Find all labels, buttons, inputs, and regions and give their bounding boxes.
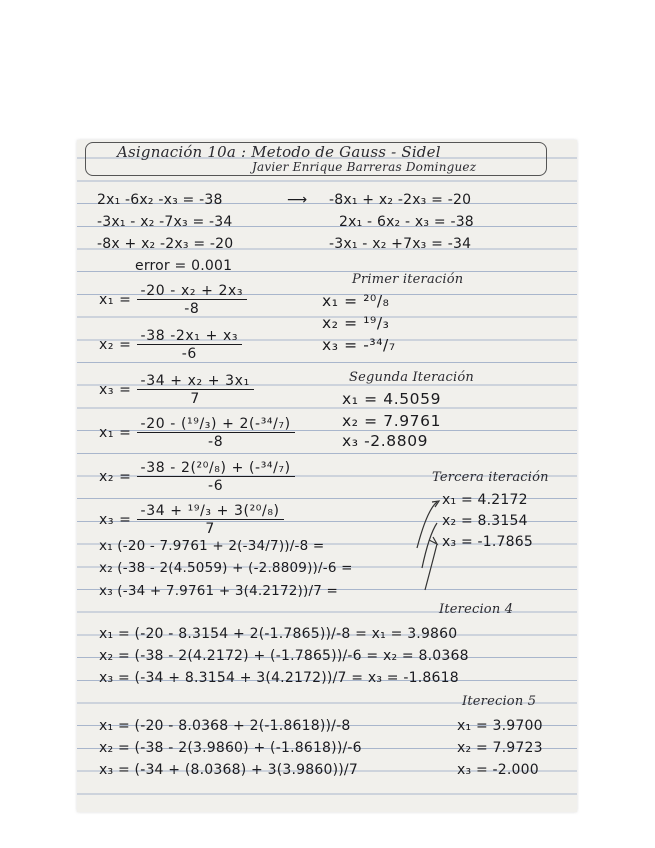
iteration3-title: Tercera iteración <box>432 470 549 485</box>
substitution-x1-numerator: -20 - (¹⁹/₃) + 2(-³⁴/₇) <box>137 416 295 433</box>
iteration4-eq2: x₂ = (-38 - 2(4.2172) + (-1.7865))/-6 = x₂ = 8.0368 <box>99 648 469 664</box>
iteration5-title: Iterecion 5 <box>462 694 537 709</box>
equation-reordered-3: -3x₁ - x₂ +7x₃ = -34 <box>329 236 472 252</box>
equation-original-2: -3x₁ - x₂ -7x₃ = -34 <box>97 214 233 230</box>
iteration5-result-x1: x₁ = 3.9700 <box>457 718 543 734</box>
iteration5-result-x2: x₂ = 7.9723 <box>457 740 543 756</box>
substitution-x3-lhs: x₃ = <box>99 512 132 528</box>
error-tolerance: error = 0.001 <box>135 258 233 274</box>
iteration1-x2: x₂ = ¹⁹/₃ <box>322 314 390 332</box>
substitution-x2-numerator: -38 - 2(²⁰/₈) + (-³⁴/₇) <box>137 460 295 477</box>
author-name: Javier Enrique Barreras Dominguez <box>252 160 477 174</box>
iteration5-eq2: x₂ = (-38 - 2(3.9860) + (-1.8618))/-6 <box>99 740 362 756</box>
formula-x3-numerator: -34 + x₂ + 3x₁ <box>137 373 254 390</box>
formula-x2-lhs: x₂ = <box>99 337 132 353</box>
arrow-icon: ⟶ <box>287 192 308 208</box>
iteration3-x3: x₃ = -1.7865 <box>442 534 533 550</box>
equation-reordered-2: 2x₁ - 6x₂ - x₃ = -38 <box>339 214 474 230</box>
iteration2-x1: x₁ = 4.5059 <box>342 390 442 408</box>
iteration3-eq1: x₁ (-20 - 7.9761 + 2(-34/7))/-8 = <box>99 538 325 554</box>
iteration3-x2: x₂ = 8.3154 <box>442 513 528 529</box>
iteration5-eq3: x₃ = (-34 + (8.0368) + 3(3.9860))/7 <box>99 762 358 778</box>
iteration3-eq2: x₂ (-38 - 2(4.5059) + (-2.8809))/-6 = <box>99 560 353 576</box>
substitution-x1-denominator: -8 <box>208 434 224 450</box>
iteration1-title: Primer iteración <box>352 272 464 287</box>
formula-x1-numerator: -20 - x₂ + 2x₃ <box>137 283 248 300</box>
assignment-title: Asignación 10a : Metodo de Gauss - Sidel <box>117 143 441 161</box>
substitution-x3-numerator: -34 + ¹⁹/₃ + 3(²⁰/₈) <box>137 503 284 520</box>
iteration3-x1: x₁ = 4.2172 <box>442 492 528 508</box>
connector-arrows-icon <box>77 140 577 812</box>
equation-original-1: 2x₁ -6x₂ -x₃ = -38 <box>97 192 223 208</box>
substitution-x2-denominator: -6 <box>208 478 224 494</box>
iteration2-title: Segunda Iteración <box>349 370 474 385</box>
formula-x1-lhs: x₁ = <box>99 292 132 308</box>
iteration2-x3: x₃ -2.8809 <box>342 432 429 450</box>
formula-x3-denominator: 7 <box>190 391 200 407</box>
equation-original-3: -8x + x₂ -2x₃ = -20 <box>97 236 234 252</box>
formula-x3-lhs: x₃ = <box>99 382 132 398</box>
iteration1-x1: x₁ = ²⁰/₈ <box>322 292 390 310</box>
substitution-x3-denominator: 7 <box>205 521 215 537</box>
equation-reordered-1: -8x₁ + x₂ -2x₃ = -20 <box>329 192 472 208</box>
substitution-x1-lhs: x₁ = <box>99 425 132 441</box>
iteration1-x3: x₃ = -³⁴/₇ <box>322 336 396 354</box>
iteration4-title: Iterecion 4 <box>439 602 514 617</box>
iteration4-eq1: x₁ = (-20 - 8.3154 + 2(-1.7865))/-8 = x₁ = 3.9860 <box>99 626 458 642</box>
iteration2-x2: x₂ = 7.9761 <box>342 412 442 430</box>
iteration4-eq3: x₃ = (-34 + 8.3154 + 3(4.2172))/7 = x₃ = -1.8618 <box>99 670 459 686</box>
substitution-x2-lhs: x₂ = <box>99 469 132 485</box>
iteration5-result-x3: x₃ = -2.000 <box>457 762 539 778</box>
formula-x1-denominator: -8 <box>184 301 200 317</box>
formula-x2-numerator: -38 -2x₁ + x₃ <box>137 328 243 345</box>
notebook-page <box>77 140 577 812</box>
formula-x2-denominator: -6 <box>181 346 197 362</box>
iteration3-eq3: x₃ (-34 + 7.9761 + 3(4.2172))/7 = <box>99 583 339 599</box>
iteration5-eq1: x₁ = (-20 - 8.0368 + 2(-1.8618))/-8 <box>99 718 351 734</box>
